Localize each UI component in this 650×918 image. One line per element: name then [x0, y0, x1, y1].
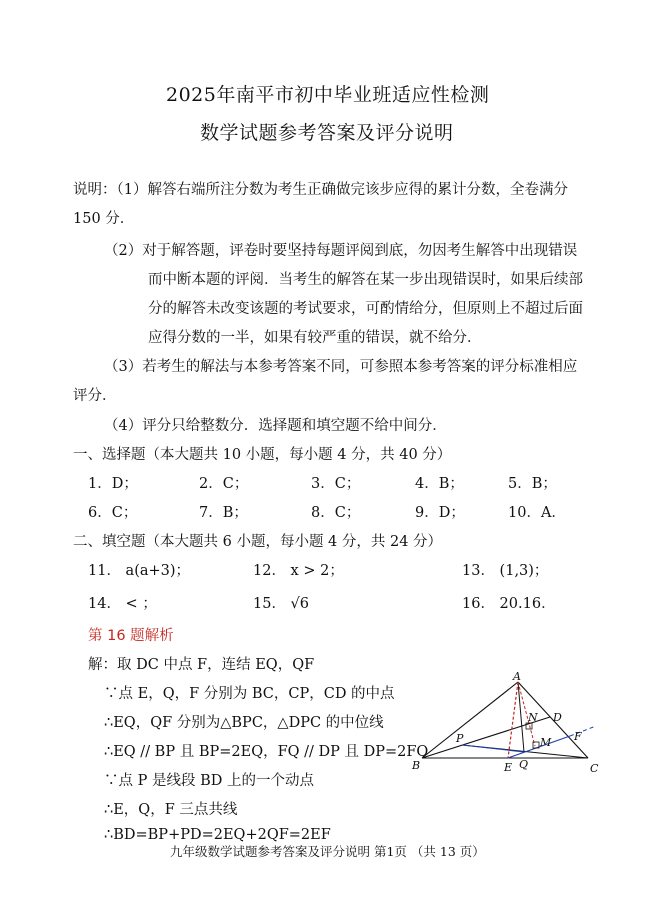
answer-3: 3．C；: [311, 476, 361, 492]
answer-5: 5．B；: [508, 476, 557, 492]
analysis-line-3: ∴EQ，QF 分别为△BPC，△DPC 的中位线: [104, 715, 384, 731]
answer-9: 9．D；: [415, 505, 465, 521]
answer-12: 12． x > 2；: [253, 563, 344, 579]
analysis-heading: 第 16 题解析: [88, 628, 174, 644]
segment-PQ-blue: [462, 745, 524, 752]
section-2-heading: 二、填空题（本大题共 6 小题，每小题 4 分，共 24 分）: [73, 534, 443, 550]
note-1-line-2: 150 分．: [73, 211, 135, 227]
answer-14: 14． < ；: [88, 596, 157, 612]
note-4: （4）评分只给整数分．选择题和填空题不给中间分．: [104, 418, 447, 434]
answer-8: 8．C；: [311, 505, 361, 521]
note-2-line-2: 而中断本题的评阅．当考生的解答在某一步出现错误时，如果后续部: [148, 272, 583, 288]
note-1-line-1: 说明：（1）解答右端所注分数为考生正确做完该步应得的累计分数，全卷满分: [73, 182, 568, 198]
note-2-line-4: 应得分数的一半，如果有较严重的错误，就不给分．: [148, 330, 482, 346]
answer-1: 1．D；: [88, 476, 138, 492]
answer-13: 13． (1,3)；: [462, 563, 549, 579]
segment-AB: [422, 682, 518, 758]
section-1-heading: 一、选择题（本大题共 10 小题，每小题 4 分，共 40 分）: [73, 447, 452, 463]
page-subtitle: 数学试题参考答案及评分说明: [200, 122, 454, 144]
label-C: C: [590, 762, 599, 775]
label-P: P: [456, 732, 464, 745]
analysis-line-2: ∵点 E，Q，F 分别为 BC，CP，CD 的中点: [104, 686, 395, 702]
answer-6: 6．C；: [88, 505, 138, 521]
analysis-line-7: ∴BD=BP+PD=2EQ+2QF=2EF: [104, 827, 331, 843]
analysis-line-1: 解：取 DC 中点 F，连结 EQ，QF: [88, 657, 315, 673]
answer-4: 4．B；: [415, 476, 464, 492]
answer-2: 2．C；: [199, 476, 249, 492]
label-B: B: [412, 759, 421, 772]
page-title: 2025年南平市初中毕业班适应性检测: [166, 84, 490, 106]
answer-15: 15． √6: [253, 596, 310, 612]
answer-11: 11． a(a+3)；: [88, 563, 191, 579]
label-E: E: [504, 761, 513, 774]
analysis-line-6: ∴E，Q，F 三点共线: [104, 802, 238, 818]
analysis-line-4: ∴EQ // BP 且 BP=2EQ，FQ // DP 且 DP=2FQ: [104, 744, 429, 760]
answer-16: 16． 20.16．: [462, 596, 556, 612]
label-F: F: [574, 730, 582, 743]
note-2-line-3: 分的解答未改变该题的考试要求，可酌情给分，但原则上不超过后面: [148, 301, 583, 317]
label-M: M: [540, 736, 552, 749]
label-A: A: [513, 670, 521, 683]
page-footer: 九年级数学试题参考答案及评分说明 第1页 （共 13 页）: [170, 844, 485, 859]
segment-AE-red: [508, 682, 518, 758]
geometry-figure: [400, 670, 615, 780]
answer-7: 7．B；: [199, 505, 248, 521]
answer-10: 10．A．: [508, 505, 566, 521]
analysis-line-5: ∵点 P 是线段 BD 上的一个动点: [104, 773, 314, 789]
label-D: D: [553, 711, 562, 724]
label-N: N: [528, 711, 538, 724]
note-3-line-2: 评分．: [73, 388, 117, 404]
note-2-line-1: （2）对于解答题，评卷时要坚持每题评阅到底，勿因考生解答中出现错误: [104, 243, 578, 259]
note-3-line-1: （3）若考生的解法与本参考答案不同，可参照本参考答案的评分标准相应: [104, 359, 578, 375]
label-Q: Q: [519, 758, 529, 771]
